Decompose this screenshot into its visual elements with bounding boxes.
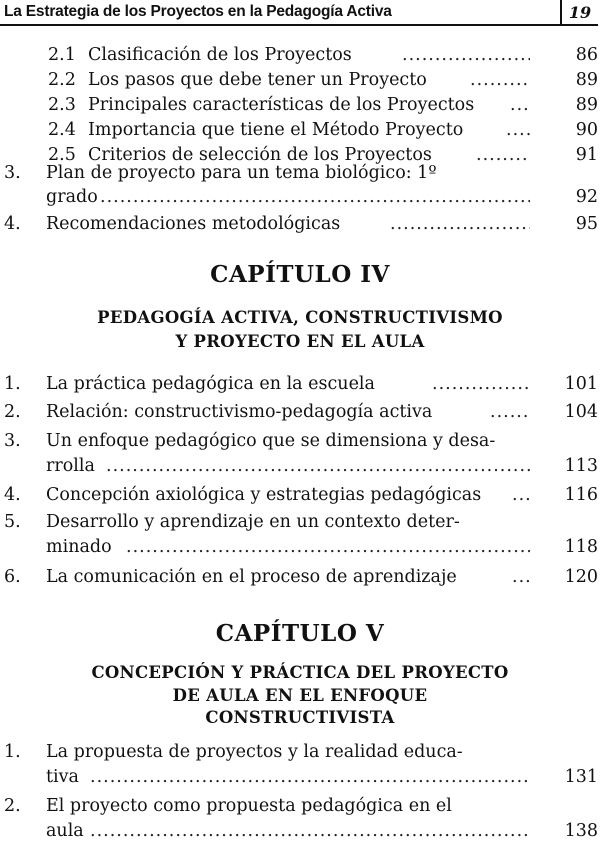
toc-leader [506, 119, 530, 141]
toc-leader [390, 213, 530, 235]
toc-text: Clasificación de los Proyectos [88, 45, 352, 65]
toc-number: 5. [4, 512, 21, 532]
toc-entry [0, 430, 598, 478]
toc-page: 131 [564, 767, 598, 787]
toc-page: 104 [564, 402, 598, 422]
toc-entry [0, 511, 598, 559]
running-header [0, 0, 600, 26]
toc-entry [0, 162, 598, 210]
toc-text: Un enfoque pedagógico que se dimensiona y desa- [46, 431, 496, 451]
toc-text: Principales características de los Proyectos [88, 95, 475, 115]
toc-page: 89 [575, 70, 598, 90]
toc-entry [0, 119, 598, 141]
toc-page: 86 [575, 45, 598, 65]
page-number: 19 [568, 3, 592, 22]
toc-text: Desarrollo y aprendizaje en un contexto deter- [46, 512, 460, 532]
page-number-box [560, 0, 598, 26]
toc-number: 2.4 [48, 120, 76, 140]
toc-text: El proyecto como propuesta pedagógica en el [46, 796, 452, 816]
toc-leader [490, 401, 530, 423]
toc-text-continued: grado [46, 187, 98, 207]
toc-leader [90, 766, 530, 788]
toc-page: 120 [564, 567, 598, 587]
toc-text: Importancia que tiene el Método Proyecto [88, 120, 464, 140]
toc-leader [402, 44, 530, 66]
toc-leader [510, 94, 530, 116]
toc-entry [0, 373, 598, 395]
toc-leader [106, 455, 530, 477]
toc-number: 4. [4, 485, 21, 505]
toc-page: 95 [575, 214, 598, 234]
chapter-subtitle: CONSTRUCTIVISTA [205, 708, 395, 727]
toc-number: 2. [4, 796, 21, 816]
toc-text: La propuesta de proyectos y la realidad educa- [46, 742, 463, 762]
toc-number: 4. [4, 214, 21, 234]
toc-entry [0, 94, 598, 116]
toc-entry [0, 44, 598, 66]
toc-number: 2.3 [48, 95, 76, 115]
toc-text-continued: rrolla [46, 456, 95, 476]
chapter-title: CAPÍTULO V [215, 620, 385, 647]
toc-page: 118 [564, 537, 598, 557]
chapter-subtitle: CONCEPCIÓN Y PRÁCTICA DEL PROYECTO [91, 663, 509, 682]
toc-page: 116 [564, 485, 598, 505]
toc-text-continued: minado [46, 537, 112, 557]
toc-page: 113 [564, 456, 598, 476]
toc-page: 101 [564, 374, 598, 394]
book-title: La Estrategia de los Proyectos en la Pedagogía Activa [4, 3, 392, 20]
toc-text: Recomendaciones metodológicas [46, 214, 341, 234]
chapter-subtitle: DE AULA EN EL ENFOQUE [172, 686, 428, 705]
toc-entry [0, 213, 598, 235]
toc-text: Los pasos que debe tener un Proyecto [88, 70, 427, 90]
chapter-subtitle: PEDAGOGÍA ACTIVA, CONSTRUCTIVISMO [97, 308, 503, 327]
toc-number: 2.1 [48, 45, 76, 65]
toc-page: 89 [575, 95, 598, 115]
header-rule [0, 24, 560, 26]
toc-entry [0, 484, 598, 506]
toc-entry [0, 69, 598, 91]
toc-leader [90, 820, 530, 842]
toc-text-continued: aula [46, 821, 84, 841]
toc-text: Concepción axiológica y estrategias pedagógicas [46, 485, 482, 505]
chapter-subtitle: Y PROYECTO EN EL AULA [175, 332, 425, 351]
toc-number: 3. [4, 163, 21, 183]
toc-number: 1. [4, 742, 21, 762]
toc-number: 1. [4, 374, 21, 394]
toc-text: La práctica pedagógica en la escuela [46, 374, 375, 394]
toc-leader [512, 484, 530, 506]
toc-number: 3. [4, 431, 21, 451]
toc-number: 2.2 [48, 70, 76, 90]
toc-page: 138 [564, 821, 598, 841]
toc-entry [0, 741, 598, 789]
toc-number: 2. [4, 402, 21, 422]
chapter-title: CAPÍTULO IV [210, 261, 390, 288]
toc-page: 90 [575, 120, 598, 140]
toc-entry [0, 566, 598, 588]
toc-page: 92 [575, 187, 598, 207]
toc-page: 91 [575, 145, 598, 165]
toc-entry [0, 795, 598, 843]
toc-leader [512, 566, 530, 588]
toc-leader [432, 373, 530, 395]
toc-text: La comunicación en el proceso de aprendizaje [46, 567, 457, 587]
toc-leader [100, 186, 530, 208]
toc-leader [126, 536, 530, 558]
toc-text-continued: tiva [46, 767, 79, 787]
toc-text: Plan de proyecto para un tema biológico: 1º [46, 163, 437, 183]
toc-number: 2.5 [48, 145, 76, 165]
toc-leader [470, 69, 530, 91]
toc-text: Criterios de selección de los Proyectos [88, 145, 432, 165]
toc-number: 6. [4, 567, 21, 587]
toc-text: Relación: constructivismo-pedagogía activa [46, 402, 433, 422]
toc-entry [0, 401, 598, 423]
